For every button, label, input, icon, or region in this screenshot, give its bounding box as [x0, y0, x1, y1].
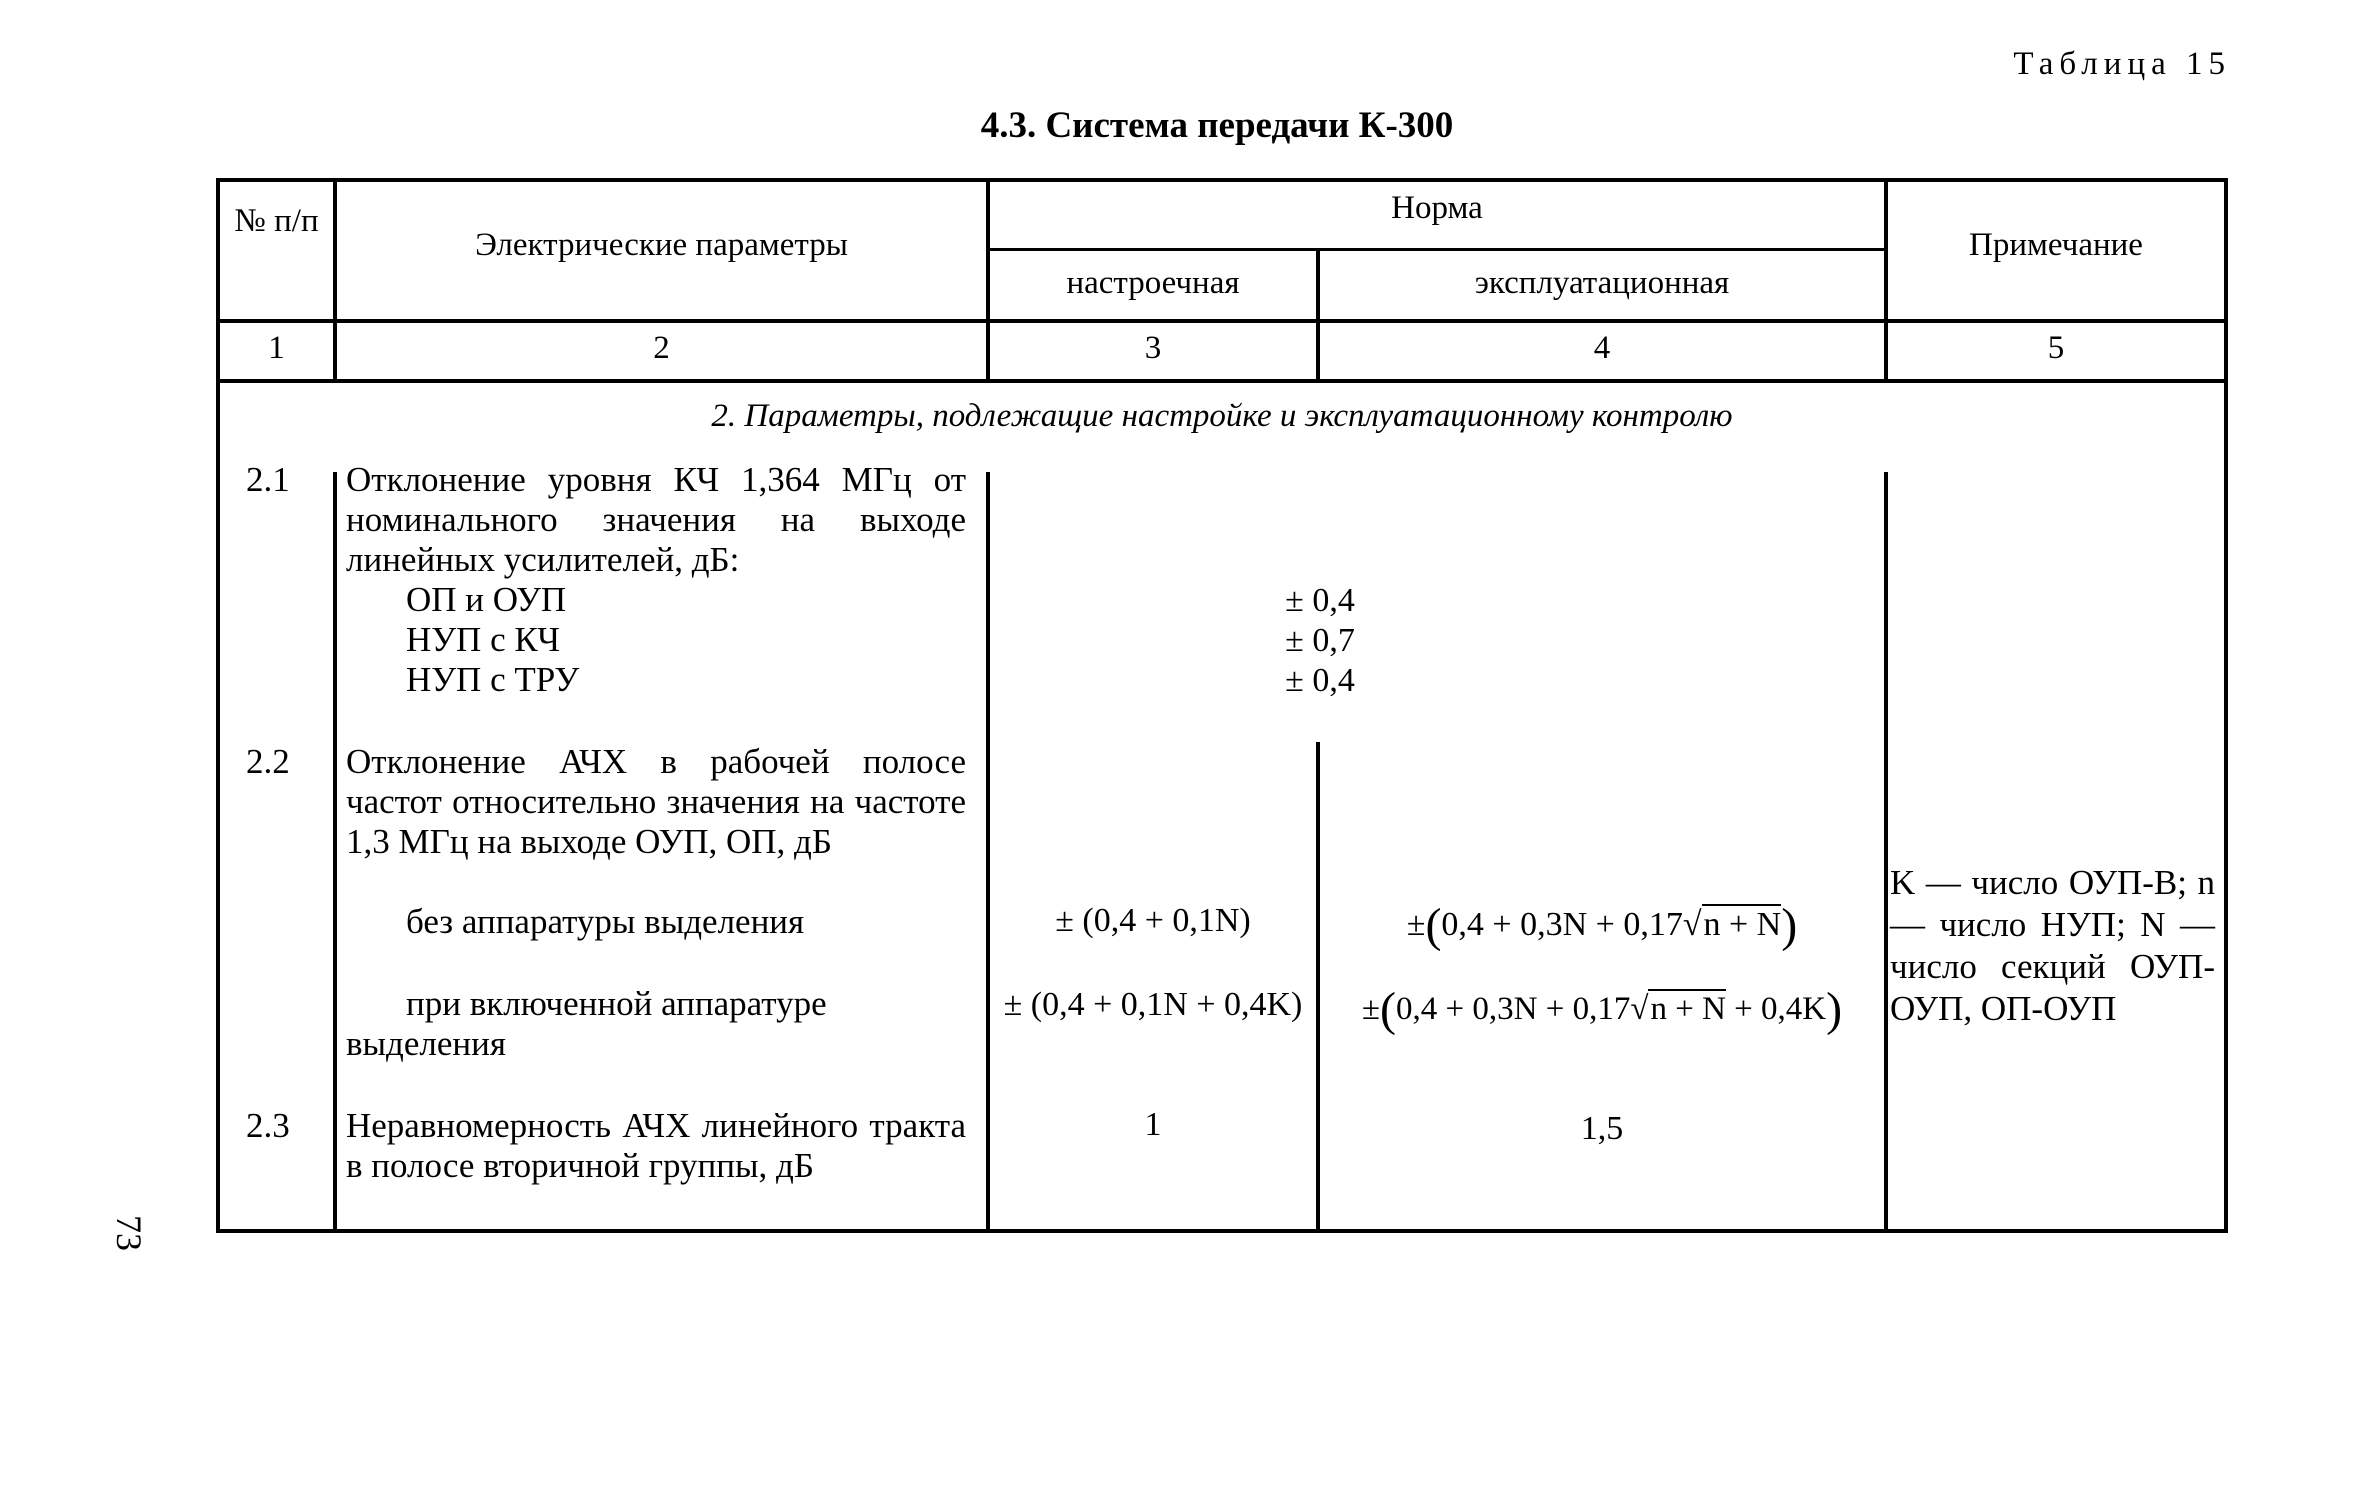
row-sub-label: ОП и ОУП	[406, 580, 567, 619]
tuning-value: 1	[1144, 1106, 1162, 1143]
formula-sign: ±	[1406, 906, 1426, 943]
row-sub-label: НУП с КЧ	[406, 620, 560, 659]
col-sep-1-body	[333, 472, 337, 1232]
col-sep-4-body	[1884, 472, 1888, 1232]
header-norm: Норма	[1391, 190, 1483, 226]
header-operational: эксплуатационная	[1474, 265, 1730, 301]
table-border-bottom	[216, 1229, 2228, 1233]
formula-root: n + N	[1650, 991, 1726, 1027]
column-number: 4	[1593, 330, 1611, 366]
header-note: Примечание	[1969, 227, 2143, 263]
table-label: Таблица 15	[2013, 46, 2231, 82]
header-num: № п/п	[234, 203, 319, 239]
column-number: 5	[2047, 330, 2065, 366]
column-number: 2	[653, 330, 670, 366]
formula-sign: ±	[1361, 991, 1381, 1027]
row-sub-label: при включенной аппаратуре выделения	[346, 984, 827, 1063]
row-sub-label: НУП с ТРУ	[406, 660, 580, 699]
right-paren-icon: )	[1781, 899, 1798, 952]
row-sub-label: без аппаратуры выделения	[406, 902, 805, 941]
left-paren-icon: (	[1425, 899, 1442, 952]
column-number: 3	[1144, 330, 1162, 366]
formula-tail: + 0,4K	[1725, 991, 1827, 1027]
page-number: 73	[109, 1215, 149, 1251]
left-paren-icon: (	[1380, 983, 1397, 1036]
section-title: 2. Параметры, подлежащие настройке и эксплуатационному контролю	[711, 398, 1733, 434]
column-number: 1	[268, 330, 285, 366]
table-border-top	[216, 178, 2228, 182]
formula-root: n + N	[1703, 906, 1782, 943]
row-value: ± 0,4	[1285, 662, 1355, 699]
row-value: ± 0,7	[1285, 622, 1355, 659]
row-num: 2.2	[246, 742, 290, 781]
tuning-value: ± (0,4 + 0,1N + 0,4K)	[1003, 986, 1303, 1023]
operational-formula: ±(0,4 + 0,3N + 0,17√n + N)	[1406, 899, 1798, 952]
row-description: Отклонение уровня КЧ 1,364 МГц от номинального значения на выходе линейных усилителей, дБ:	[346, 460, 966, 579]
right-paren-icon: )	[1826, 983, 1843, 1036]
formula-head: 0,4 + 0,3N + 0,17	[1396, 991, 1631, 1027]
table-border-right	[2224, 178, 2228, 1233]
row-description: Отклонение АЧХ в рабочей полосе частот относительно значения на частоте 1,3 МГц на выходе ОУП, ОП, дБ	[346, 742, 966, 861]
header-bottom	[216, 319, 2228, 323]
row-description: Неравномерность АЧХ линейного тракта в полосе вторичной группы, дБ	[346, 1106, 966, 1185]
operational-value: 1,5	[1580, 1110, 1624, 1147]
colnum-bottom	[216, 379, 2228, 383]
header-params: Электрические параметры	[475, 227, 848, 263]
page-title: 4.3. Система передачи К-300	[980, 105, 1454, 146]
operational-formula: ±(0,4 + 0,3N + 0,17√n + N + 0,4K)	[1361, 983, 1843, 1036]
formula-head: 0,4 + 0,3N + 0,17	[1441, 906, 1683, 943]
header-tuning: настроечная	[1066, 265, 1240, 301]
row-note: K — число ОУП-В; n — число НУП; N — число секций ОУП-ОУП, ОП-ОУП	[1890, 863, 2215, 1028]
row-value: ± 0,4	[1285, 582, 1355, 619]
row-num: 2.3	[246, 1106, 290, 1145]
norm-divider	[990, 248, 1888, 251]
row-num: 2.1	[246, 460, 290, 499]
tuning-value: ± (0,4 + 0,1N)	[1055, 902, 1251, 939]
